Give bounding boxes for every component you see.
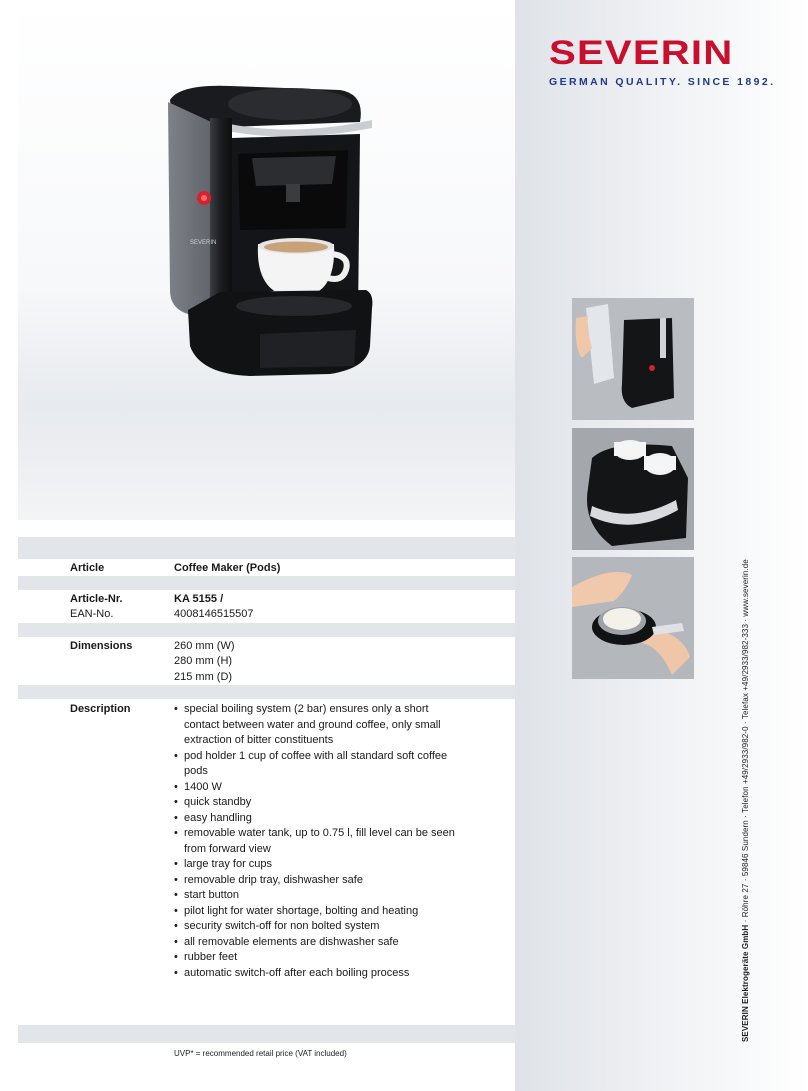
brand-name: SEVERIN — [549, 34, 734, 72]
article-label: Article — [70, 562, 105, 574]
pod-holder-photo — [572, 557, 694, 679]
description-item: • all removable elements are dishwasher safe — [174, 935, 464, 951]
description-item: • special boiling system (2 bar) ensures only a short contact between water and ground coffee, only small extraction of bitter constituents — [174, 702, 464, 749]
dimension-width: 260 mm (W) — [174, 640, 235, 652]
table-band — [18, 623, 515, 637]
description-item: • rubber feet — [174, 950, 464, 966]
description-list — [174, 702, 464, 981]
table-band — [18, 537, 515, 559]
brand-tagline: GERMAN QUALITY. SINCE 1892. — [549, 76, 776, 88]
description-item: • easy handling — [174, 811, 464, 827]
ean-value: 4008146515507 — [174, 608, 254, 620]
product-badge: SEVERIN — [190, 240, 217, 246]
description-item: • pilot light for water shortage, bolting and heating — [174, 904, 464, 920]
article-value: Coffee Maker (Pods) — [174, 562, 281, 574]
table-band — [18, 576, 515, 590]
cup-tray-photo — [572, 428, 694, 550]
table-band — [18, 685, 515, 699]
article-nr-value: KA 5155 / — [174, 593, 224, 605]
article-nr-label: Article-Nr. — [70, 593, 123, 605]
description-item: • automatic switch-off after each boiling process — [174, 966, 464, 982]
description-label: Description — [70, 703, 131, 715]
description-item: • pod holder 1 cup of coffee with all standard soft coffee pods — [174, 749, 464, 780]
company-name: SEVERIN Elektrogeräte GmbH — [741, 924, 750, 1042]
table-band — [18, 1025, 515, 1043]
description-item: • start button — [174, 888, 464, 904]
dimension-depth: 215 mm (D) — [174, 671, 233, 683]
description-item: • quick standby — [174, 795, 464, 811]
product-image — [160, 78, 380, 384]
description-item: • removable drip tray, dishwasher safe — [174, 873, 464, 889]
description-item: • 1400 W — [174, 780, 464, 796]
price-footnote: UVP* = recommended retail price (VAT included) — [174, 1049, 347, 1058]
description-item: • removable water tank, up to 0.75 l, fill level can be seen from forward view — [174, 826, 464, 857]
severin-logo — [549, 34, 776, 88]
ean-label: EAN-No. — [70, 608, 114, 620]
dimension-height: 280 mm (H) — [174, 655, 233, 667]
company-details: · Röhre 27 · 59846 Sundern · Telefon +49/2933/982-0 · Telefax +49/2933/982-333 · www.severin.de — [741, 559, 750, 925]
water-tank-photo — [572, 298, 694, 420]
description-item: • security switch-off for non bolted system — [174, 919, 464, 935]
description-item: • large tray for cups — [174, 857, 464, 873]
company-contact — [741, 559, 750, 1042]
dimensions-label: Dimensions — [70, 640, 133, 652]
